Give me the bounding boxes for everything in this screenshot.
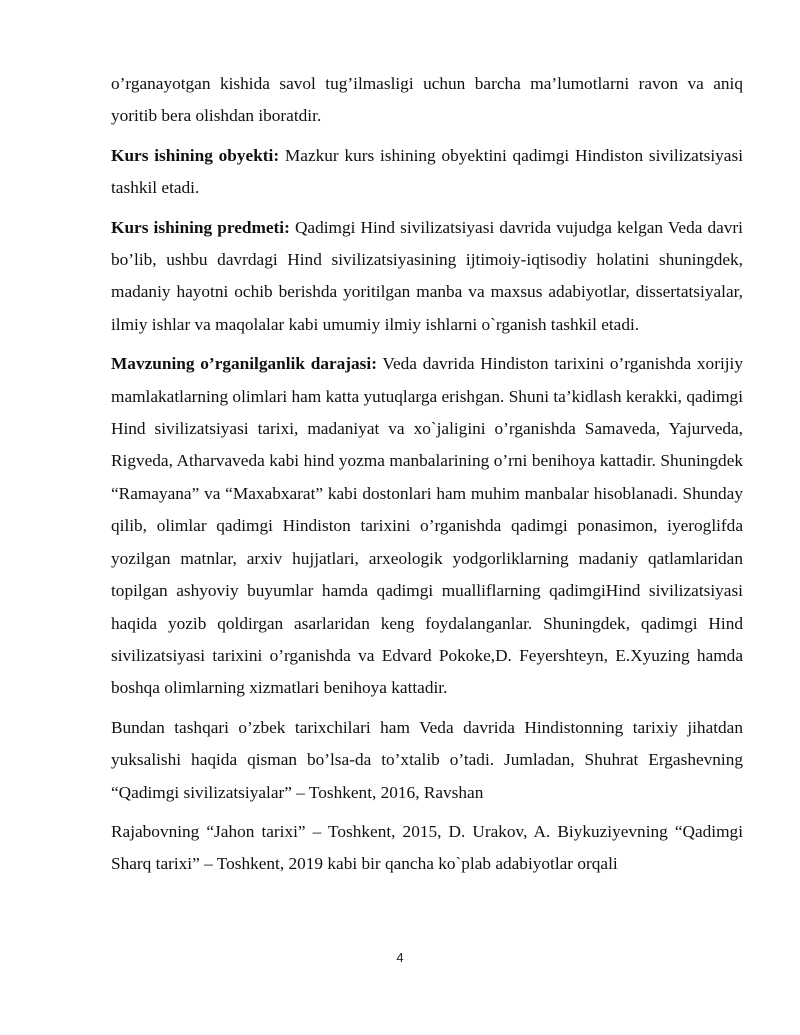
paragraph-text: Veda davrida Hindiston tarixini o’rganishda xorijiy mamlakatlarning olimlari ham katta yutuqlarga erishgan. Shuni ta’kidlash kerakki, qadimgi Hind sivilizatsiyasi tarixi, madaniyat va xo`jaligini o’rganishda Samaveda, Yajurveda, Rigveda, Atharvaveda kabi hind yozma manbalarining o’rni benihoya kattadir. Shuningdek “Ramayana” va “Maxabxarat” kabi dostonlari ham muhim manbalar hisoblanadi. Shunday qilib, olimlar qadimgi Hindiston tarixini o’rganishda qadimgi ponasimon, iyeroglifda yozilgan matnlar, arxiv hujjatlari, arxeologik yodgorliklarning madaniy qatlamlaridan topilgan ashyoviy buyumlar hamda qadimgi mualliflarning qadimgiHind sivilizatsiyasi haqida yozib qoldirgan asarlaridan keng foydalanganlar. Shuningdek, qadimgi Hind sivilizatsiyasi tarixini o’rganishda va Edvard Pokoke,D. Feyershteyn, E.Xyuzing hamda boshqa olimlarning xizmatlari benihoya kattadir. [111, 354, 743, 698]
paragraph-text: o’rganayotgan kishida savol tug’ilmasligi uchun barcha ma’lumotlarni ravon va aniq yoritib bera olishdan iboratdir. [111, 74, 743, 126]
paragraph-text: Bundan tashqari o’zbek tarixchilari ham Veda davrida Hindistonning tarixiy jihatdan yuksalishi haqida qisman bo’lsa-da to’xtalib o’tadi. Jumladan, Shuhrat Ergashevning “Qadimgi sivilizatsiyalar” – Toshkent, 2016, Ravshan [111, 717, 743, 802]
paragraph-study-level [111, 348, 743, 704]
paragraph-heading: Mavzuning o’rganilganlik darajasi: [111, 354, 377, 374]
document-page [111, 68, 743, 888]
paragraph-heading: Kurs ishining obyekti: [111, 145, 280, 165]
paragraph-intro-continuation [111, 68, 743, 133]
paragraph-text: Rajabovning “Jahon tarixi” – Toshkent, 2015, D. Urakov, A. Biykuziyevning “Qadimgi Sharq tarixi” – Toshkent, 2019 kabi bir qancha ko`plab adabiyotlar orqali [111, 821, 743, 874]
page-number: 4 [396, 950, 404, 965]
paragraph-text: Mazkur kurs ishining obyektini qadimgi Hindiston sivilizatsiyasi tashkil etadi. [111, 145, 743, 198]
paragraph-text: Qadimgi Hind sivilizatsiyasi davrida vujudga kelgan Veda davri bo’lib, ushbu davrdagi Hind sivilizatsiyasining ijtimoiy-iqtisodiy holatini shuningdek, madaniy hayotni ochib berishda yoritilgan manba va maxsus adabiyotlar, dissertatsiyalar, ilmiy ishlar va maqolalar kabi umumiy ilmiy ishlarni o`rganish tashkil etadi. [111, 217, 743, 334]
paragraph-course-subject [111, 212, 743, 342]
paragraph-course-object [111, 140, 743, 205]
paragraph-literature-list [111, 816, 743, 881]
paragraph-uzbek-historians [111, 712, 743, 809]
paragraph-heading: Kurs ishining predmeti: [111, 217, 290, 237]
